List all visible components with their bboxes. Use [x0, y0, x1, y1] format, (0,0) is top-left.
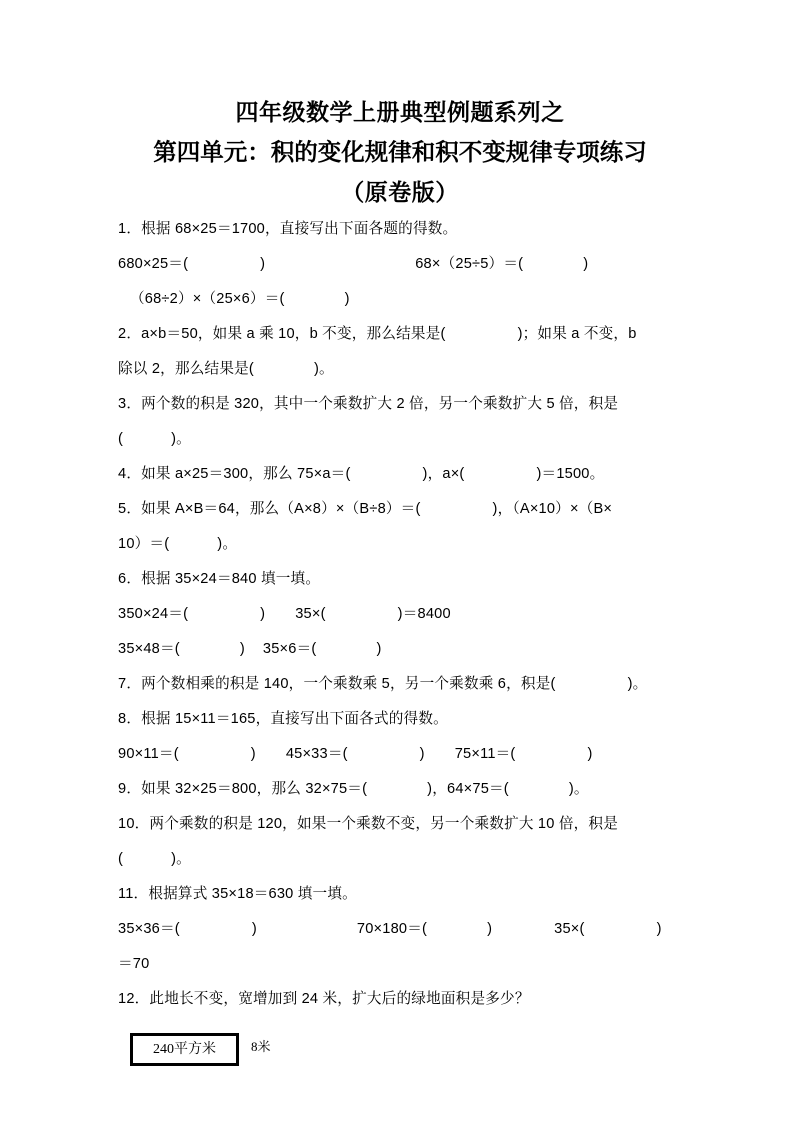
question-9	[118, 772, 682, 807]
q1-expr-1-right: )	[260, 256, 266, 272]
rectangle-side-label: 8米	[251, 1039, 271, 1054]
question-1-row-2	[118, 282, 682, 317]
q9-text-1: 9．如果 32×25＝800，那么 32×75＝(	[118, 781, 368, 797]
q5-text-1: 5．如果 A×B＝64，那么（A×8）×（B÷8）＝(	[118, 501, 421, 517]
worksheet-content	[118, 92, 682, 1083]
q1-expr-2-left: 68×（25÷5）＝(	[415, 256, 524, 272]
rectangle-area-label: 240平方米	[153, 1041, 216, 1057]
q11-expr-2-left: 70×180＝(	[356, 921, 428, 937]
q8-expr-3-right: )	[587, 746, 593, 762]
q6-expr-4-right: )	[376, 641, 382, 657]
q11-expr-3-left: 35×(	[554, 921, 585, 937]
question-12-figure	[118, 1027, 682, 1083]
q6-expr-2-left: 35×(	[295, 606, 326, 622]
question-4-row-1	[118, 457, 682, 492]
green-land-rectangle	[130, 1033, 239, 1066]
question-3	[118, 387, 682, 457]
question-6-row-1	[118, 597, 682, 632]
question-5-row-2	[118, 527, 682, 562]
question-11-row-2: ＝70	[118, 956, 150, 972]
q11-expr-2-right: )	[487, 921, 493, 937]
question-1	[118, 212, 682, 317]
question-12	[118, 982, 682, 1083]
q10-paren-close: )。	[171, 851, 191, 867]
question-6-stem: 6．根据 35×24＝840 填一填。	[118, 571, 321, 587]
question-8	[118, 702, 682, 772]
q11-expr-1-left: 35×36＝(	[118, 921, 180, 937]
question-12-stem: 12．此地长不变，宽增加到 24 米，扩大后的绿地面积是多少？	[118, 991, 530, 1007]
question-3-row-1: 3．两个数的积是 320，其中一个乘数扩大 2 倍，另一个乘数扩大 5 倍，积是	[118, 396, 619, 412]
question-8-row-1	[118, 737, 682, 772]
question-9-row-1	[118, 772, 682, 807]
q10-paren-open: (	[118, 851, 124, 867]
q1-expr-3-right: )	[344, 291, 350, 307]
q9-text-3: )。	[568, 781, 589, 797]
q11-expr-1-right: )	[251, 921, 257, 937]
question-2-row-2	[118, 352, 682, 387]
q6-expr-3-right: )	[239, 641, 245, 657]
q5-text-3: 10）＝(	[118, 536, 170, 552]
q6-expr-1-right: )	[260, 606, 266, 622]
question-11-row-1	[118, 912, 682, 947]
question-8-stem: 8．根据 15×11＝165，直接写出下面各式的得数。	[118, 711, 448, 727]
title-line-1: 四年级数学上册典型例题系列之	[235, 99, 565, 125]
q9-text-2: )，64×75＝(	[427, 781, 509, 797]
question-11	[118, 877, 682, 982]
title-line-3: （原卷版）	[341, 179, 459, 205]
q1-expr-2-right: )	[583, 256, 589, 272]
q8-expr-2-right: )	[419, 746, 425, 762]
question-3-row-2	[118, 422, 682, 457]
title-line-2: 第四单元：积的变化规律和积不变规律专项练习	[153, 139, 647, 165]
q1-expr-3-left: （68÷2）×（25×6）＝(	[130, 291, 285, 307]
q6-expr-4-left: 35×6＝(	[262, 641, 317, 657]
question-10-row-2	[118, 842, 682, 877]
q2-text-3: 除以 2，那么结果是(	[118, 361, 254, 377]
q4-text-2: )，a×(	[422, 466, 465, 482]
q8-expr-1-right: )	[250, 746, 256, 762]
q3-paren-close: )。	[171, 431, 191, 447]
question-7	[118, 667, 682, 702]
q4-text-3: )＝1500。	[536, 466, 605, 482]
q8-expr-3-left: 75×11＝(	[454, 746, 516, 762]
q2-text-2: )；如果 a 不变，b	[517, 326, 637, 342]
q5-text-2: )，（A×10）×（B×	[492, 501, 613, 517]
question-4	[118, 457, 682, 492]
question-7-row-1	[118, 667, 682, 702]
question-6	[118, 562, 682, 667]
q2-text-4: )。	[313, 361, 334, 377]
q7-text-2: )。	[627, 676, 648, 692]
q8-expr-1-left: 90×11＝(	[118, 746, 179, 762]
q3-paren-open: (	[118, 431, 124, 447]
q7-text-1: 7．两个数相乘的积是 140，一个乘数乘 5，另一个乘数乘 6，积是(	[118, 676, 556, 692]
question-5	[118, 492, 682, 562]
q2-text-1: 2．a×b＝50，如果 a 乘 10，b 不变，那么结果是(	[118, 326, 446, 342]
question-11-stem: 11．根据算式 35×18＝630 填一填。	[118, 886, 357, 902]
document-title	[118, 92, 682, 212]
question-5-row-1	[118, 492, 682, 527]
q11-expr-3-right: )	[656, 921, 662, 937]
question-2-row-1	[118, 317, 682, 352]
q6-expr-3-left: 35×48＝(	[118, 641, 180, 657]
q6-expr-2-right: )＝8400	[397, 606, 451, 622]
q1-expr-1-left: 680×25＝(	[118, 256, 189, 272]
q6-expr-1-left: 350×24＝(	[118, 606, 189, 622]
question-6-row-2	[118, 632, 682, 667]
question-1-stem: 1．根据 68×25＝1700，直接写出下面各题的得数。	[118, 221, 458, 237]
q5-text-4: )。	[217, 536, 238, 552]
q4-text-1: 4．如果 a×25＝300，那么 75×a＝(	[118, 466, 351, 482]
question-1-row-1	[118, 247, 682, 282]
question-10-row-1: 10．两个乘数的积是 120，如果一个乘数不变，另一个乘数扩大 10 倍，积是	[118, 816, 618, 832]
question-2	[118, 317, 682, 387]
question-10	[118, 807, 682, 877]
q8-expr-2-left: 45×33＝(	[285, 746, 348, 762]
